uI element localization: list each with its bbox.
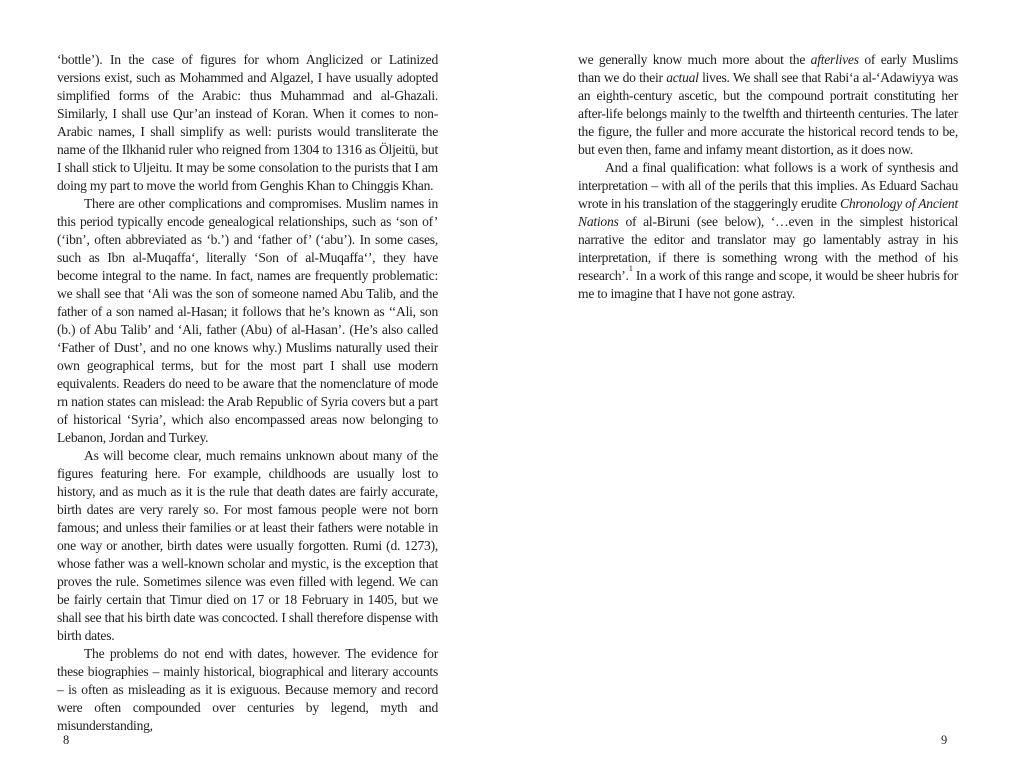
paragraph [57, 645, 438, 735]
text-run: As will become clear, much remains unknown about many of the figures featuring here. For example, childhoods are usually lost to history, and as much as it is the rule that death dates are fairly accurate, birth dates are very rarely so. For most famous people were not born famous; and unless their families or at least their fathers were notable in one way or another, birth dates were usually forgotten. Rumi (d. 1273), whose father was a well-known scholar and mystic, is the exception that proves the rule. Sometimes silence was even filled with legend. We can be fairly certain that Timur died on 17 or 18 February in 1405, but we shall see that his birth date was concocted. I shall therefore dispense with birth dates. [57, 448, 438, 643]
italic-run: actual [666, 70, 699, 85]
paragraph [578, 51, 958, 159]
text-run: of early Muslims than we do their [578, 52, 958, 85]
text-run: ‘bottle’). In the case of figures for whom Anglicized or Latinized versions exist, such as Mohammed and Algazel, I have usually adopted simplified forms of the Arabic: thus Muhammad and al-Ghazali. Similarly, I shall use Qur’an instead of Koran. When it comes to non-Arabic names, I shall simplify as well: purists would transliterate the name of the Ilkhanid ruler who reigned from 1304 to 1316 as Öljeitü, but I shall stick to Uljeitu. It may be some consolation to the purists that I am doing my part to move the world from Genghis Khan to Chinggis Khan. [57, 52, 438, 193]
paragraph [57, 447, 438, 645]
paragraph [578, 159, 958, 303]
text-run: And a final qualification: what follows is a work of synthesis and interpretation – with all of the perils that this implies. As Eduard Sachau wrote in his translation of the staggeringly erudite [578, 160, 958, 211]
text-run: lives. We shall see that Rabi‘a al-‘Adawiyya was an eighth-century ascetic, but the compound portrait constituting her after-life belongs mainly to the twelfth and thirteenth centuries. The later the figure, the fuller and more accurate the historical record tends to be, but even then, fame and infamy meant distortion, as it does now. [578, 70, 958, 157]
paragraph [57, 51, 438, 195]
right-page-number: 9 [941, 733, 948, 747]
left-page-text [57, 51, 438, 735]
footnote-marker: 1 [628, 262, 633, 273]
text-run: The problems do not end with dates, however. The evidence for these biographies – mainly historical, biographical and literary accounts – is often as misleading as it is exiguous. Because memory and record were often compounded over centuries by legend, myth and misunderstanding, [57, 646, 438, 733]
text-run: In a work of this range and scope, it would be sheer hubris for me to imagine that I have not gone astray. [578, 268, 958, 301]
paragraph [57, 195, 438, 447]
italic-run: afterlives [810, 52, 859, 67]
text-run: we generally know much more about the [578, 52, 811, 67]
text-run: There are other complications and compromises. Muslim names in this period typically encode genealogical relationships, such as ‘son of’ (‘ibn’, often abbreviated as ‘b.’) and ‘father of’ (‘abu’). In some cases, such as Ibn al-Muqaffa‘, literally ‘Son of al-Muqaffa‘’, they have become integral to the name. In fact, names are frequently problematic: we shall see that ‘Ali was the son of someone named Abu Talib, and the father of a son named al-Hasan; it follows that he’s known as ‘‘Ali, son (b.) of Abu Talib’ and ‘Ali, father (Abu) of al-Hasan’. (He’s also called ‘Father of Dust’, and no one knows why.) Muslims naturally used their own geographical terms, but for the most part I shall use modern equivalents. Readers do need to be aware that the nomenclature of mode rn nation states can mislead: the Arab Republic of Syria covers but a part of historical ‘Syria’, which also encompassed areas now belonging to Lebanon, Jordan and Turkey. [57, 196, 438, 445]
italic-run: Chronology of Ancient Nations [578, 196, 958, 229]
right-page-text [578, 51, 958, 303]
left-page-number: 8 [63, 733, 70, 747]
text-run: of al-Biruni (see below), ‘…even in the simplest historical narrative the editor and translator may go lamentably astray in his interpretation, if there is something wrong with the method of his research’. [578, 214, 958, 283]
